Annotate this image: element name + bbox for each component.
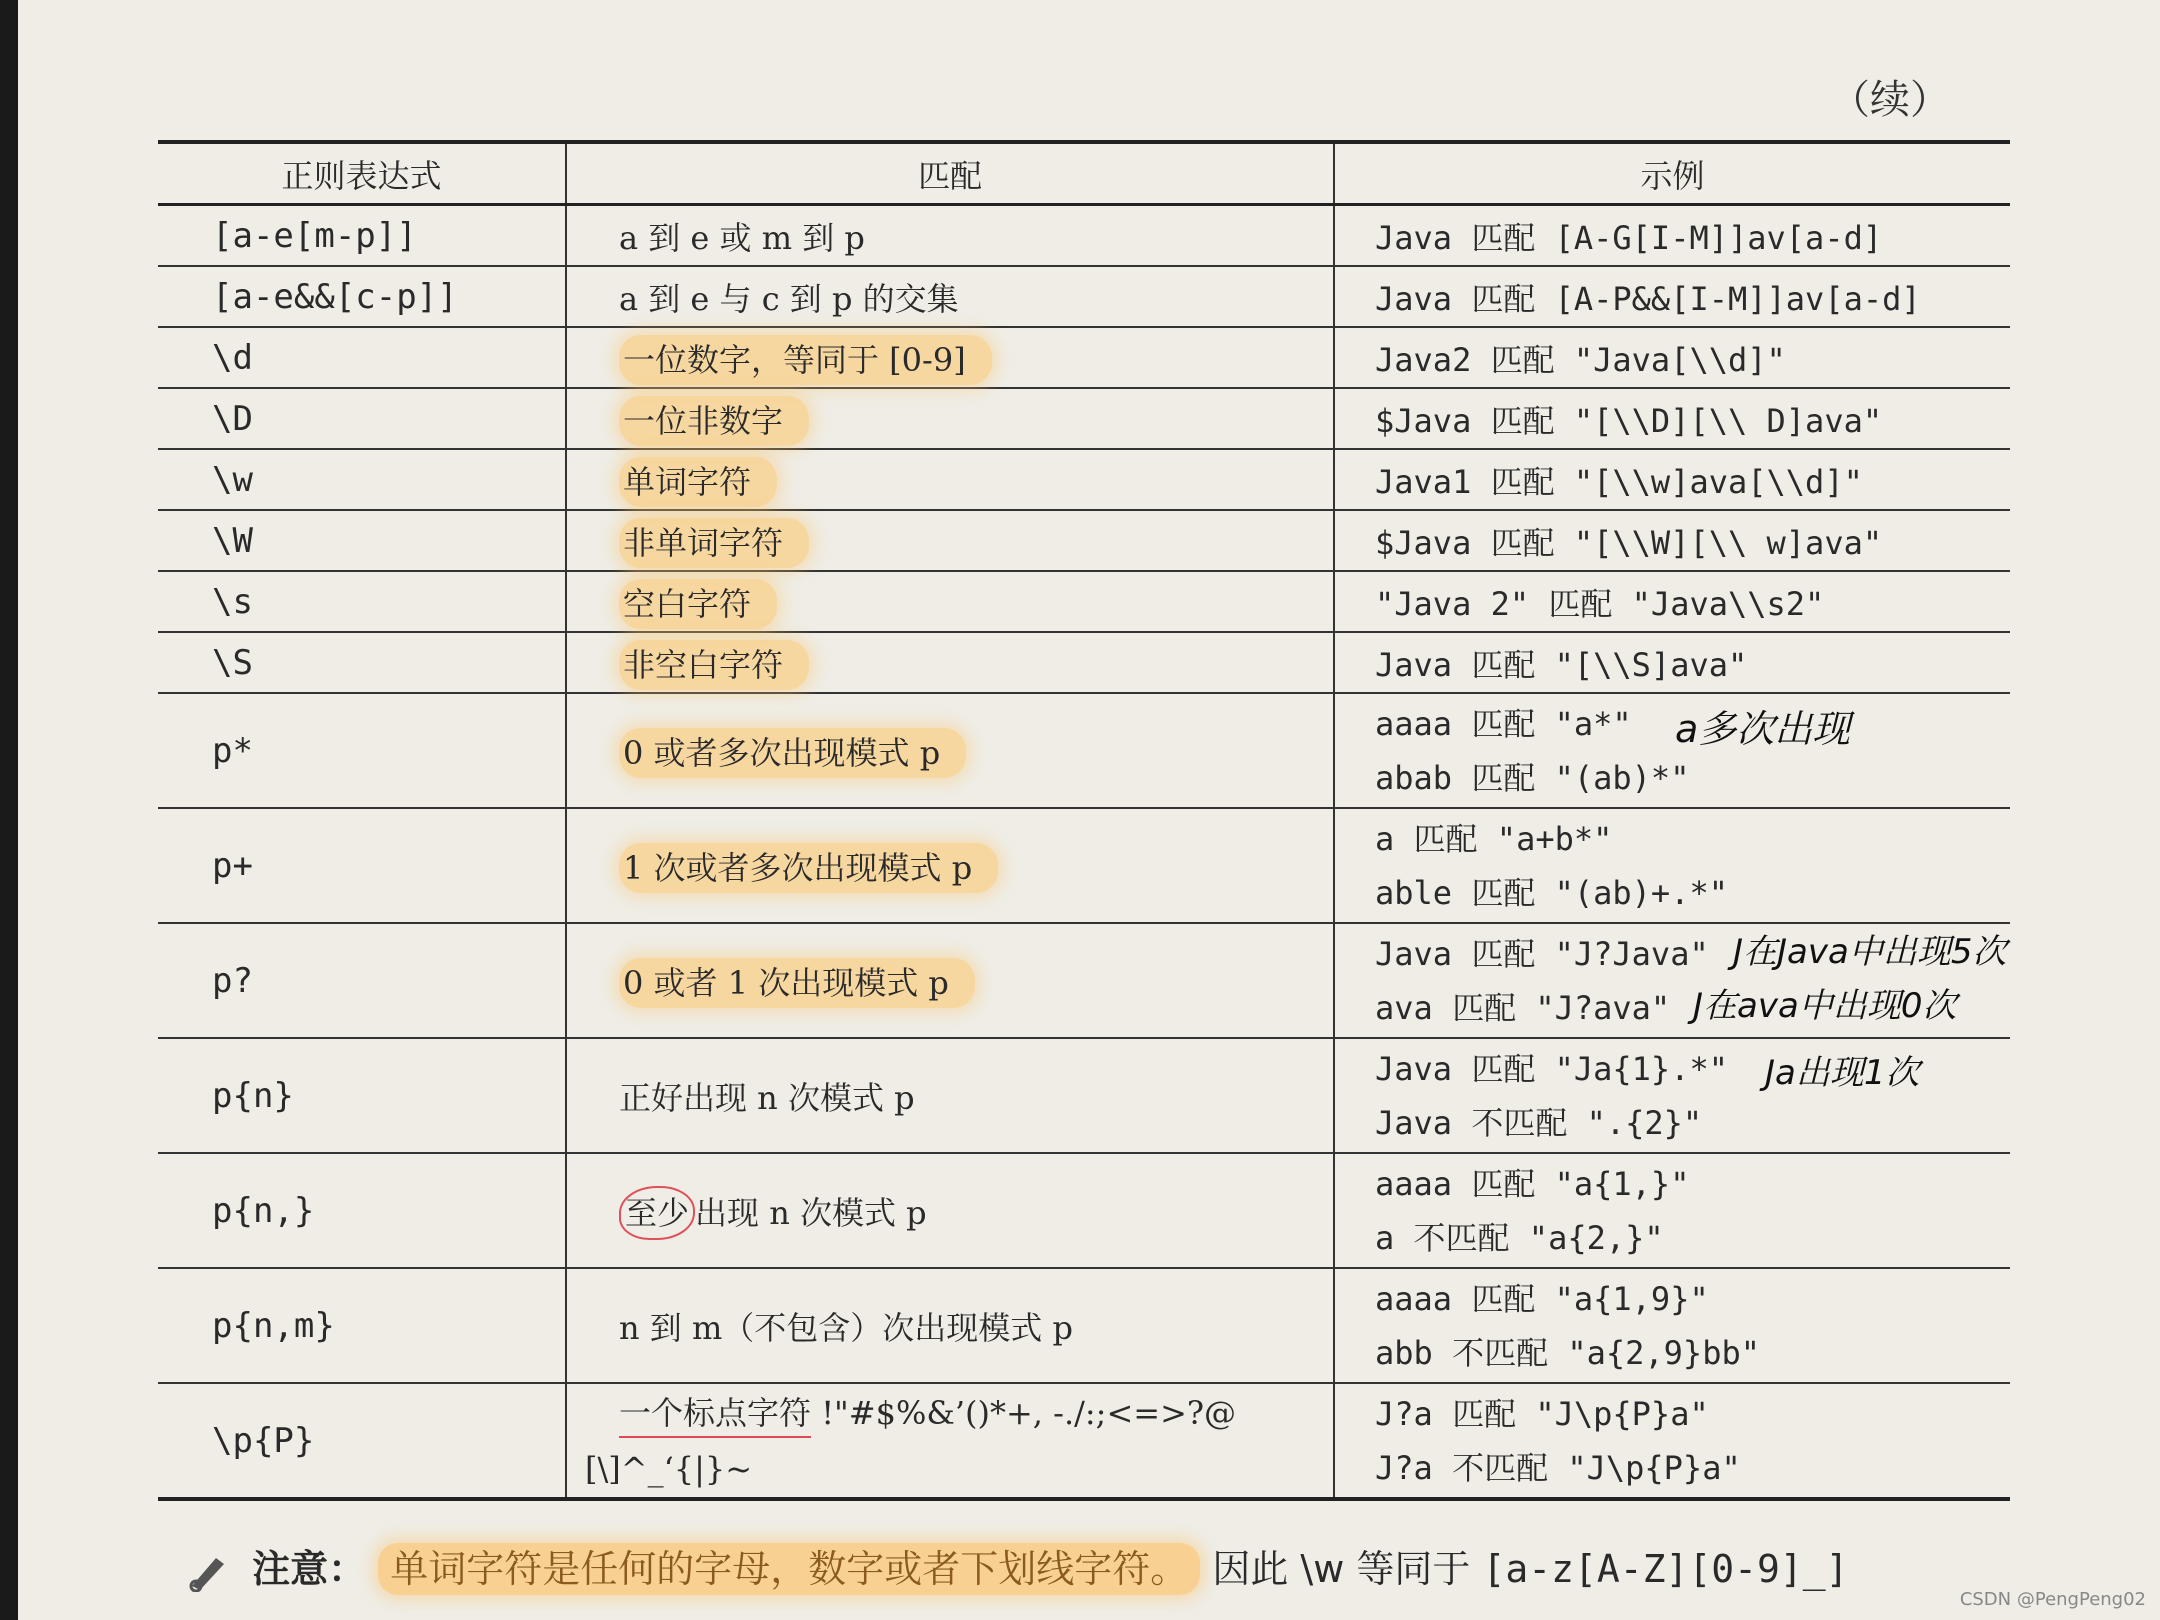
handwritten-note: Ja出现1次 [1765, 1053, 1920, 1093]
example-cell: "Java 2" 匹配 "Java\\s2" [1334, 571, 2010, 632]
pen-icon [186, 1552, 230, 1592]
example-cell: Java 匹配 [A-G[I-M]]av[a-d] [1334, 205, 2010, 267]
regex-cell: p+ [158, 808, 566, 923]
handwritten-note: J在ava中出现0次 [1693, 986, 1957, 1026]
regex-cell: p{n} [158, 1038, 566, 1153]
match-cell [566, 923, 1334, 1038]
regex-cell: p{n,} [158, 1153, 566, 1268]
example-line: a 匹配 "a+b*" [1375, 819, 1613, 858]
example-cell: Java2 匹配 "Java[\\d]" [1334, 327, 2010, 388]
match-cell [566, 632, 1334, 693]
match-cell: a 到 e 与 c 到 p 的交集 [566, 266, 1334, 327]
example-line: aaaa 匹配 "a*" [1375, 704, 1632, 743]
table-row [158, 388, 2010, 449]
example-cell: Java1 匹配 "[\\w]ava[\\d]" [1334, 449, 2010, 510]
example-line: J?a 不匹配 "J\p{P}a" [1375, 1448, 1741, 1487]
regex-cell: \p{P} [158, 1383, 566, 1499]
table-row [158, 1038, 2010, 1153]
note-highlight: 单词字符是任何的字母，数字或者下划线字符。 [378, 1543, 1200, 1595]
note-paragraph [186, 1538, 1848, 1593]
match-cell [566, 327, 1334, 388]
match-cell [566, 808, 1334, 923]
regex-cell: \S [158, 632, 566, 693]
highlighted-match: 0 或者 1 次出现模式 p [619, 958, 975, 1008]
match-text: !"#$%&’()*+, -./:;<=>?@ [811, 1393, 1237, 1432]
example-cell [1334, 1153, 2010, 1268]
table-row [158, 510, 2010, 571]
example-cell [1334, 1038, 2010, 1153]
example-line: able 匹配 "(ab)+.*" [1375, 873, 1728, 912]
example-line: abab 匹配 "(ab)*" [1375, 758, 1690, 797]
example-line: aaaa 匹配 "a{1,}" [1375, 1164, 1690, 1203]
example-cell: Java 匹配 "[\\S]ava" [1334, 632, 2010, 693]
example-cell [1334, 923, 2010, 1038]
highlighted-match: 单词字符 [619, 457, 777, 507]
highlighted-match: 一位数字，等同于 [0-9] [619, 335, 992, 385]
highlighted-match: 非空白字符 [619, 640, 809, 690]
header-example: 示例 [1334, 142, 2010, 205]
table-row [158, 1268, 2010, 1383]
regex-cell: \D [158, 388, 566, 449]
handwritten-note: J在Java中出现5次 [1733, 932, 2007, 972]
match-cell [566, 449, 1334, 510]
match-cell [566, 693, 1334, 808]
table-row [158, 266, 2010, 327]
table-row [158, 449, 2010, 510]
match-cell: a 到 e 或 m 到 p [566, 205, 1334, 267]
table-row [158, 571, 2010, 632]
match-cell: 正好出现 n 次模式 p [566, 1038, 1334, 1153]
highlighted-match: 非单词字符 [619, 518, 809, 568]
example-cell [1334, 808, 2010, 923]
example-line: Java 匹配 "J?Java" [1375, 934, 1709, 973]
header-match: 匹配 [566, 142, 1334, 205]
table-row [158, 923, 2010, 1038]
match-wrap [585, 1385, 1333, 1497]
header-regex: 正则表达式 [158, 142, 566, 205]
example-cell [1334, 693, 2010, 808]
regex-cell: \W [158, 510, 566, 571]
highlighted-match: 一位非数字 [619, 396, 809, 446]
page-edge-shadow [0, 0, 18, 1620]
example-line: a 不匹配 "a{2,}" [1375, 1218, 1664, 1257]
example-line: ava 匹配 "J?ava" [1375, 988, 1671, 1027]
regex-cell: [a-e&&[c-p]] [158, 266, 566, 327]
example-cell: $Java 匹配 "[\\D][\\ D]ava" [1334, 388, 2010, 449]
note-label: 注意： [252, 1547, 367, 1591]
table-row [158, 327, 2010, 388]
example-line: J?a 匹配 "J\p{P}a" [1375, 1394, 1709, 1433]
table-row [158, 632, 2010, 693]
regex-cell: p? [158, 923, 566, 1038]
underlined-text: 一个标点字符 [619, 1394, 811, 1438]
match-cell [566, 1383, 1334, 1499]
match-cell [566, 388, 1334, 449]
table-row [158, 205, 2010, 267]
match-cell: n 到 m（不包含）次出现模式 p [566, 1268, 1334, 1383]
regex-cell: [a-e[m-p]] [158, 205, 566, 267]
highlighted-match: 1 次或者多次出现模式 p [619, 843, 998, 893]
match-cell [566, 571, 1334, 632]
example-line: abb 不匹配 "a{2,9}bb" [1375, 1333, 1760, 1372]
match-text: 出现 n 次模式 p [695, 1193, 927, 1232]
highlighted-match: 0 或者多次出现模式 p [619, 728, 966, 778]
example-cell [1334, 1268, 2010, 1383]
regex-table [158, 140, 2010, 1501]
example-cell [1334, 1383, 2010, 1499]
example-cell: $Java 匹配 "[\\W][\\ w]ava" [1334, 510, 2010, 571]
example-cell: Java 匹配 [A-P&&[I-M]]av[a-d] [1334, 266, 2010, 327]
match-text-line2: [\]^_‘{|}~ [585, 1449, 753, 1488]
table-header-row [158, 142, 2010, 205]
watermark: CSDN @PengPeng02 [1959, 1589, 2146, 1610]
match-cell [566, 1153, 1334, 1268]
example-line: Java 不匹配 ".{2}" [1375, 1103, 1703, 1142]
regex-cell: \w [158, 449, 566, 510]
regex-cell: \s [158, 571, 566, 632]
circled-text: 至少 [619, 1186, 695, 1240]
regex-cell: \d [158, 327, 566, 388]
regex-cell: p* [158, 693, 566, 808]
handwritten-note: a多次出现 [1675, 707, 1851, 751]
regex-cell: p{n,m} [158, 1268, 566, 1383]
highlighted-match: 空白字符 [619, 579, 777, 629]
note-text: 因此 \w 等同于 [1212, 1547, 1483, 1591]
table-row [158, 1153, 2010, 1268]
note-code: [a-z[A-Z][0-9]_] [1482, 1547, 1849, 1591]
table-row [158, 1383, 2010, 1499]
example-line: aaaa 匹配 "a{1,9}" [1375, 1279, 1709, 1318]
example-line: Java 匹配 "Ja{1}.*" [1375, 1049, 1728, 1088]
table-row [158, 808, 2010, 923]
match-cell [566, 510, 1334, 571]
table-row [158, 693, 2010, 808]
continued-label: （续） [1830, 77, 1950, 123]
